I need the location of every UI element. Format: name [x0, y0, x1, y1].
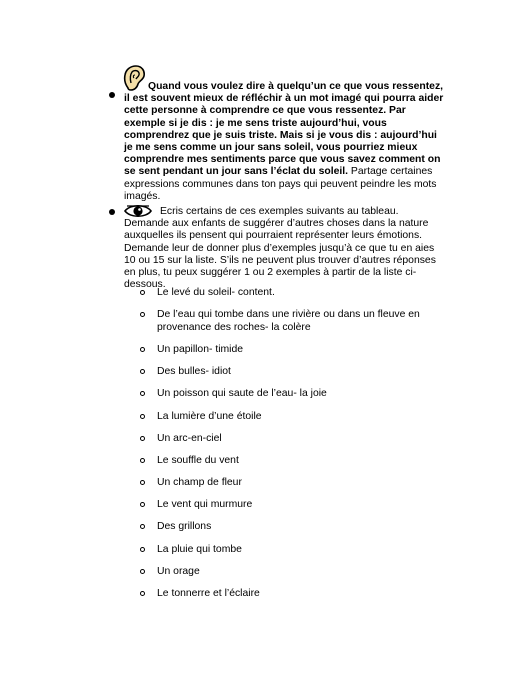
circle-bullet-icon — [140, 569, 145, 574]
circle-bullet-icon — [140, 547, 145, 552]
list-item: La lumière d’une étoile — [140, 411, 470, 424]
paragraph-2-text: Ecris certains de ces exemples suivants au tableau. Demande aux enfants de suggérer d’autres choses dans la nature auxquelles ils pensent qui pourraient représenter leurs émotions. Demande leur de donner plus d’exemples jusqu’à ce que tu en aies 10 ou 15 sur la liste. S’ils ne peuvent plus trouver d’autres réponses en plus, tu peux suggérer 1 ou 2 exemples à partir de la liste ci-dessous. — [124, 206, 436, 291]
list-item: Un orage — [140, 566, 470, 579]
instruction-paragraph-2 — [124, 206, 446, 291]
instruction-paragraph-1 — [124, 81, 446, 203]
list-item: Le tonnerre et l’éclaire — [140, 588, 470, 601]
list-item: De l’eau qui tombe dans une rivière ou dans un fleuve en provenance des roches- la colère — [140, 309, 470, 334]
circle-bullet-icon — [140, 414, 145, 419]
list-item: La pluie qui tombe — [140, 544, 470, 557]
paragraph-1-bold: Quand vous voulez dire à quelqu’un ce que vous ressentez, il est souvent mieux de réfléchir à un mot imagé qui pourra aider cette personne à comprendre ce que vous ressentez. Par exemple si je dis : je me sens triste aujourd’hui, vous comprendrez que je suis triste. Mais si je vous dis : aujourd’hui je me sens comme un jour sans soleil, vous pourriez mieux comprendre mes sentiments parce que vous savez comment on se sent pendant un jour sans l’éclat du soleil. — [124, 81, 444, 178]
list-item: Un poisson qui saute de l’eau- la joie — [140, 388, 470, 401]
circle-bullet-icon — [140, 369, 145, 374]
examples-list — [140, 287, 470, 610]
paragraph-1-normal: Partage certaines expressions communes dans ton pays qui peuvent peindre les mots imagés. — [124, 166, 437, 202]
circle-bullet-icon — [140, 290, 145, 295]
circle-bullet-icon — [140, 524, 145, 529]
list-item: Le levé du soleil- content. — [140, 287, 470, 300]
bullet-marker — [109, 209, 115, 215]
list-item: Des grillons — [140, 521, 470, 534]
circle-bullet-icon — [140, 312, 145, 317]
circle-bullet-icon — [140, 347, 145, 352]
list-item: Le vent qui murmure — [140, 499, 470, 512]
list-item: Un papillon- timide — [140, 344, 470, 357]
circle-bullet-icon — [140, 480, 145, 485]
circle-bullet-icon — [140, 436, 145, 441]
list-item: Un arc-en-ciel — [140, 433, 470, 446]
circle-bullet-icon — [140, 458, 145, 463]
list-item: Des bulles- idiot — [140, 366, 470, 379]
circle-bullet-icon — [140, 502, 145, 507]
bullet-marker — [109, 92, 115, 98]
circle-bullet-icon — [140, 391, 145, 396]
list-item: Un champ de fleur — [140, 477, 470, 490]
list-item: Le souffle du vent — [140, 455, 470, 468]
circle-bullet-icon — [140, 591, 145, 596]
